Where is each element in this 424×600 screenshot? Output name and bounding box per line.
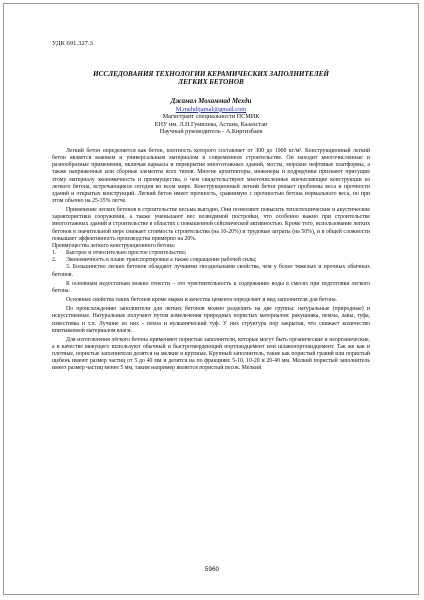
list-item-text: Большинство легких бетонов обладают лучшими гвоздильными свойства, чем у более тяжелых и прочных обычных бетонов. <box>52 264 370 278</box>
paragraph-advantages-heading: Преимущества легкого конструкционного бетона: <box>52 242 176 249</box>
author-position: Магистрант специальности ПСМИК <box>162 113 260 121</box>
supervisor: Научный руководитель - А.Киргизбаев <box>159 128 263 136</box>
author-name: Джамал Мохаммад Мехди <box>170 97 252 105</box>
paper-page <box>52 40 370 373</box>
list-item-number: 1. <box>52 250 57 257</box>
paragraph-benefits: Применение легких бетонов в строительстве весьма выгодно. Они позволяют повысить теплотехнические и акустические характеристики сооружения, а также уменьшают вес возводимой постройки, что особенно важно при строительстве многоэтажных зданий и строительстве в областях с повышенной сейсмической активностью. Кроме того, использование легких бетонов в значительной мере снижает стоимость строительства (на 10-20%) и трудовые затраты (на 50%), и в общей сложности повышает эффективность производства примерно на 20%. <box>52 207 370 242</box>
list-item-text: Быстрое и относительно простое строительство; <box>66 250 187 257</box>
paper-title <box>56 70 366 87</box>
paragraph-aggregate-production: Для изготовления лёгкого бетона применяют пористые заполнители, которые могут быть органические и неорганические, а в качестве вяжущего используют обычный и быстротвердеющий портландцемент или шлакопортландцемент. Так же как и плотные, пористые заполнители делятся на мелкие и крупные. Крупный заполнитель, такие как пористый гравий или пористый щебень имеют размер частиц от 5 до 40 мм и делятся на по фракциям: 5-10, 10-20 и 20-40 мм. Мелкий пористый заполнитель имеет размер частиц менее 5 мм, таким например является пористый песок. Мелкий <box>52 336 370 372</box>
paragraph-properties: Основные свойства таких бетонов кроме марки и качества цемента определяет и вид заполнителя для бетона. <box>66 297 337 304</box>
page-number: 5960 <box>204 566 220 573</box>
udk-code: УДК 691.327.3 <box>52 40 93 47</box>
title-line-2: ЛЕГКИХ БЕТОНОВ <box>178 78 244 87</box>
author-email-link[interactable]: M.mehdijamal@gmail.com <box>175 105 247 113</box>
author-affiliation: ЕНУ им. Л.Н.Гумилева, Астана, Казахстан <box>154 120 268 128</box>
paragraph-aggregate-origin: По происхождению заполнители для легких бетонов можно разделить на две группы: натуральные (природные) и искусственные. Натуральные получают путем измельчения природных пористых материалов: ракушняка, пемзы, лавы, туфа, известняка и т.п. Лучшие из них - пемза и вулканический туф. У них структура пор закрытая, что снижает количество впитываемой материалом влаги. <box>52 306 370 334</box>
list-item-number: 3. <box>66 264 71 271</box>
list-item <box>52 264 370 278</box>
paragraph-intro: Легкий бетон определяется как бетон, плотность которого составляет от 300 до 1900 кг/м³. Конструкционный легкий бетон является важным и универсальным материалом в современном строительстве. Он находит многочисленные и разнообразные применения, включая каркасы и перекрытия многоэтажных зданий, мосты, морские нефтяные платформы, а также напряженные или сборные элементы всех типов. Многие архитекторы, инженеры и подрядчики признают присущие этому материалу экономичность и преимущества, о чем свидетельствуют многочисленные впечатляющие конструкции из легкого бетона, встречающиеся сегодня во всем мире. Конструкционный легкий бетон решает проблемы веса и прочности зданий и открытых конструкций. Легкий бетон имеет прочность, сравнимую с прочностью бетона нормального веса, но при этом обычно на 25-35% легче. <box>52 147 370 204</box>
paragraph-drawbacks: К основным недостаткам можно отнести – это чувствительность к содержанию воды в смесях при подготовки легкого бетона. <box>52 280 370 294</box>
list-item-text: Экономичность в плане транспортировки а также сокращение рабочей силы; <box>66 257 257 264</box>
title-line-1: ИССЛЕДОВАНИЯ ТЕХНОЛОГИИ КЕРАМИЧЕСКИХ ЗАПОЛНИТЕЛЕЙ <box>92 70 330 78</box>
list-item-number: 2. <box>52 257 57 264</box>
